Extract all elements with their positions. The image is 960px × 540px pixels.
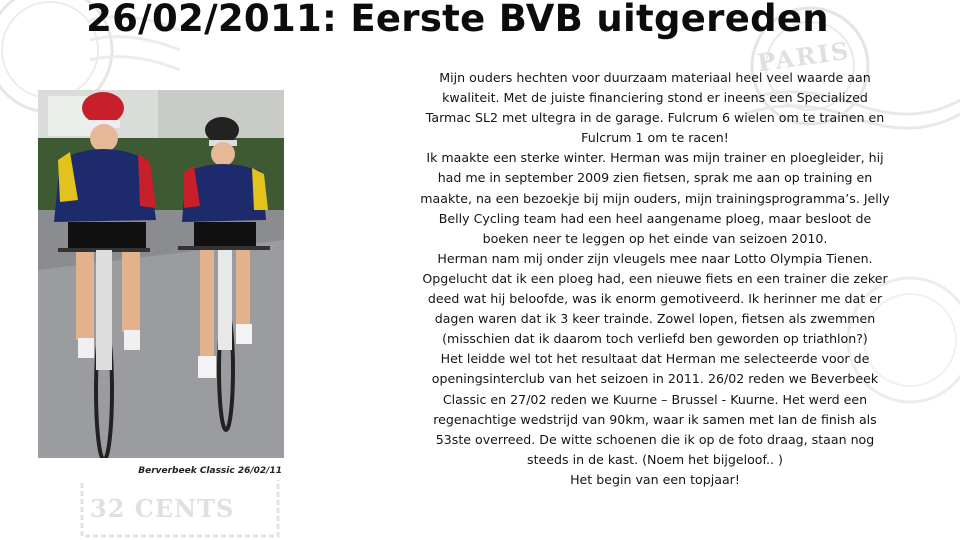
stamp-text-cents: 32 CENTS <box>90 494 235 523</box>
article-body <box>420 68 890 490</box>
stamp-text-paris: PARIS <box>755 35 853 78</box>
race-photo <box>38 90 284 480</box>
article-paragraph: Het leidde wel tot het resultaat dat Herman me selecteerde voor de openingsinterclub van het seizoen in 2011. 26/02 reden we Beverbeek Classic en 27/02 reden we Kuurne – Brussel - Kuurne. Het werd een regenachtige wedstrijd van 90km, waar ik samen met Ian de finish als 53ste overreed. De witte schoenen die ik op de foto draag, staan nog steeds in de kast. (Noem het bijgeloof.. ) <box>431 351 879 467</box>
article-paragraph: Ik maakte een sterke winter. Herman was mijn trainer en ploegleider, hij had me in september 2009 zien fietsen, sprak me aan op training en maakte, na een bezoekje bij mijn ouders, mijn trainingsprogramma’s. Jelly Belly Cycling team had een heel aangename ploeg, maar besloot de boeken neer te leggen op het einde van seizoen 2010. <box>420 150 890 246</box>
article-paragraph: Herman nam mij onder zijn vleugels mee naar Lotto Olympia Tienen. Opgelucht dat ik een ploeg had, een nieuwe fiets en een trainer die zeker deed wat hij beloofde, was ik enorm gemotiveerd. Ik herinner me dat er dagen waren dat ik 3 keer trainde. Zowel lopen, fietsen als zwemmen (misschien dat ik daarom toch verliefd ben geworden op triathlon?) <box>422 250 888 347</box>
article-paragraph: Het begin van een topjaar! <box>570 471 740 487</box>
article-paragraph: Mijn ouders hechten voor duurzaam materiaal heel veel waarde aan kwaliteit. Met de juiste financiering stond er ineens een Specialized Tarmac SL2 met ultegra in de garage. Fulcrum 6 wielen om te trainen en Fulcrum 1 om te racen! <box>425 70 885 146</box>
page-title: 26/02/2011: Eerste BVB uitgereden <box>86 0 829 40</box>
photo-caption: Berverbeek Classic 26/02/11 <box>138 466 282 476</box>
